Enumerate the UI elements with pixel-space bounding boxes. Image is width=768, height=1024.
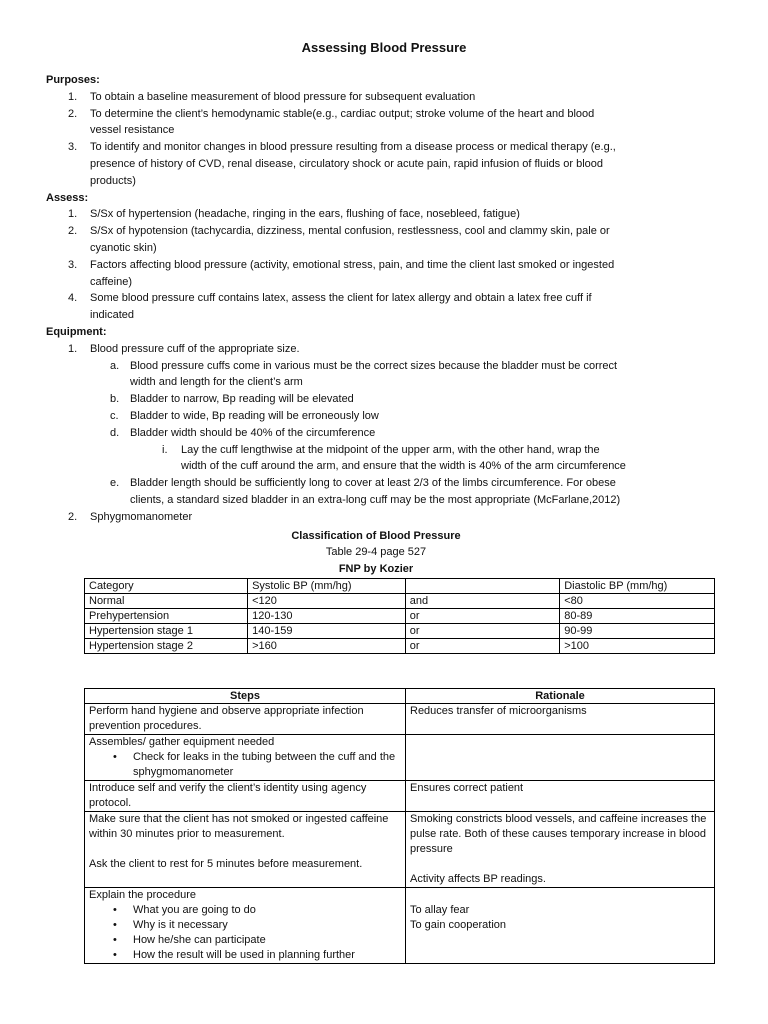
bp-classification-table xyxy=(84,578,715,654)
list-number: d. xyxy=(110,426,120,439)
table-cell: or xyxy=(405,624,559,639)
table-header-cell: Systolic BP (mm/hg) xyxy=(248,579,406,594)
table-cell: Normal xyxy=(85,594,248,609)
assess-heading: Assess: xyxy=(46,191,89,204)
list-number: a. xyxy=(110,359,120,372)
table-cell: Hypertension stage 2 xyxy=(85,639,248,654)
list-item: 1. S/Sx of hypertension (headache, ringing in the ears, flushing of face, nosebleed, fatigue) xyxy=(46,206,706,223)
table-cell: and xyxy=(405,594,559,609)
table-cell: >100 xyxy=(560,639,715,654)
steps-header: Steps xyxy=(85,689,406,704)
bullet-item: • How he/she can participate xyxy=(113,934,266,946)
bullet-icon: • xyxy=(113,751,117,763)
bullet-item: • Check for leaks in the tubing between the cuff and the sphygmomanometer xyxy=(113,751,396,778)
list-number: 3. xyxy=(68,258,78,271)
step-cell: Explain the procedure • What you are going to do • Why is it necessary • How he/she can participate • How the result will be used in planning further xyxy=(85,888,406,964)
page-title: Assessing Blood Pressure xyxy=(301,40,467,55)
table-row xyxy=(85,781,715,812)
steps-table xyxy=(84,688,715,964)
table-row xyxy=(85,704,715,735)
step-cell: Make sure that the client has not smoked or ingested caffeine within 30 minutes prior to measurement. Ask the client to rest for 5 minutes before measurement. xyxy=(85,812,406,888)
classification-subtitle: Table 29-4 page 527 xyxy=(325,546,427,559)
table-header-cell: Category xyxy=(85,579,248,594)
list-number: c. xyxy=(110,409,119,422)
purposes-list xyxy=(46,89,706,190)
step-cell: Introduce self and verify the client’s identity using agency protocol. xyxy=(85,781,406,812)
list-number: 4. xyxy=(68,292,78,305)
list-number: 3. xyxy=(68,141,78,154)
bullet-item: • How the result will be used in planning further xyxy=(113,949,355,961)
table-cell: or xyxy=(405,639,559,654)
table-cell: Prehypertension xyxy=(85,609,248,624)
list-item: a. Blood pressure cuffs come in various must be the correct sizes because the bladder must be correct width and length for the client’s arm xyxy=(110,359,618,389)
assess-list xyxy=(46,206,706,324)
table-header-row xyxy=(85,689,715,704)
table-cell: Hypertension stage 1 xyxy=(85,624,248,639)
list-item: 2. To determine the client’s hemodynamic stable(e.g., cardiac output; stroke volume of the heart and blood vessel resistance xyxy=(68,107,595,137)
list-item: b. Bladder to narrow, Bp reading will be elevated xyxy=(46,391,706,408)
table-cell: 90-99 xyxy=(560,624,715,639)
list-item: 2. S/Sx of hypotension (tachycardia, dizziness, mental confusion, restlessness, cool and clammy skin, pale or cyanotic skin) xyxy=(68,225,610,254)
bullet-icon: • xyxy=(113,934,117,946)
list-item: 1. To obtain a baseline measurement of blood pressure for subsequent evaluation xyxy=(46,89,706,106)
list-item: 3. Factors affecting blood pressure (activity, emotional stress, pain, and time the client last smoked or ingested caffeine) xyxy=(68,258,615,288)
table-row xyxy=(85,735,715,781)
list-item: 3. To identify and monitor changes in blood pressure resulting from a disease process or medical therapy (e.g., presence of history of CVD, renal disease, circulatory shock or acute pain, rapid infusion of fluids or blood products) xyxy=(68,141,616,187)
list-number: 1. xyxy=(68,208,78,221)
bullet-icon: • xyxy=(113,919,117,931)
step-cell: Assembles/ gather equipment needed • Check for leaks in the tubing between the cuff and the sphygmomanometer xyxy=(85,735,406,781)
list-item: 1. Blood pressure cuff of the appropriate size. xyxy=(68,342,300,355)
table-cell: <80 xyxy=(560,594,715,609)
table-row xyxy=(85,812,715,888)
table-row xyxy=(85,594,715,609)
table-header-cell: Diastolic BP (mm/hg) xyxy=(560,579,715,594)
rationale-cell: Smoking constricts blood vessels, and caffeine increases the pulse rate. Both of these causes temporary increase in blood pressure Activity affects BP readings. xyxy=(406,812,715,888)
list-item: d. Bladder width should be 40% of the circumference xyxy=(46,425,706,442)
rationale-cell: To allay fear To gain cooperation xyxy=(406,888,715,964)
rationale-cell: Reduces transfer of microorganisms xyxy=(406,704,715,735)
table-cell: 80-89 xyxy=(560,609,715,624)
list-number: 2. xyxy=(68,107,78,120)
list-item: e. Bladder length should be sufficiently long to cover at least 2/3 of the limbs circumference. For obese clients, a standard sized bladder in an extra-long cuff may be the most appropriate (McFarlane,2012) xyxy=(110,477,621,506)
bullet-icon: • xyxy=(113,949,117,961)
table-cell: or xyxy=(405,609,559,624)
list-item: 4. Some blood pressure cuff contains latex, assess the client for latex allergy and obtain a latex free cuff if indicated xyxy=(68,292,592,322)
table-cell: 140-159 xyxy=(248,624,406,639)
list-item: c. Bladder to wide, Bp reading will be erroneously low xyxy=(46,408,706,425)
table-row xyxy=(85,888,715,964)
rationale-cell xyxy=(406,735,715,781)
list-number: 2. xyxy=(68,225,78,238)
table-row xyxy=(85,624,715,639)
table-row xyxy=(85,639,715,654)
rationale-header: Rationale xyxy=(406,689,715,704)
list-number: 1. xyxy=(68,90,78,103)
table-cell: >160 xyxy=(248,639,406,654)
rationale-cell: Ensures correct patient xyxy=(406,781,715,812)
list-item: i. Lay the cuff lengthwise at the midpoint of the upper arm, with the other hand, wrap the width of the cuff around the arm, and ensure that the width is 40% of the arm circumference xyxy=(162,443,626,473)
table-cell: <120 xyxy=(248,594,406,609)
table-row xyxy=(85,609,715,624)
table-header-row xyxy=(85,579,715,594)
classification-title: Classification of Blood Pressure xyxy=(291,529,461,542)
list-item: 2. Sphygmomanometer xyxy=(68,510,193,523)
equipment-heading: Equipment: xyxy=(46,325,107,338)
equipment-sublist xyxy=(46,358,706,442)
table-header-cell xyxy=(405,579,559,594)
list-number: b. xyxy=(110,393,120,406)
document-body xyxy=(46,72,706,577)
bullet-item: • Why is it necessary xyxy=(113,919,228,931)
purposes-heading: Purposes: xyxy=(46,74,100,86)
bullet-icon: • xyxy=(113,904,117,916)
classification-source: FNP by Kozier xyxy=(338,562,414,575)
classification-caption xyxy=(46,528,706,578)
bullet-item: • What you are going to do xyxy=(113,904,256,916)
bullet-list xyxy=(89,903,401,963)
step-cell: Perform hand hygiene and observe appropriate infection prevention procedures. xyxy=(85,704,406,735)
table-cell: 120-130 xyxy=(248,609,406,624)
